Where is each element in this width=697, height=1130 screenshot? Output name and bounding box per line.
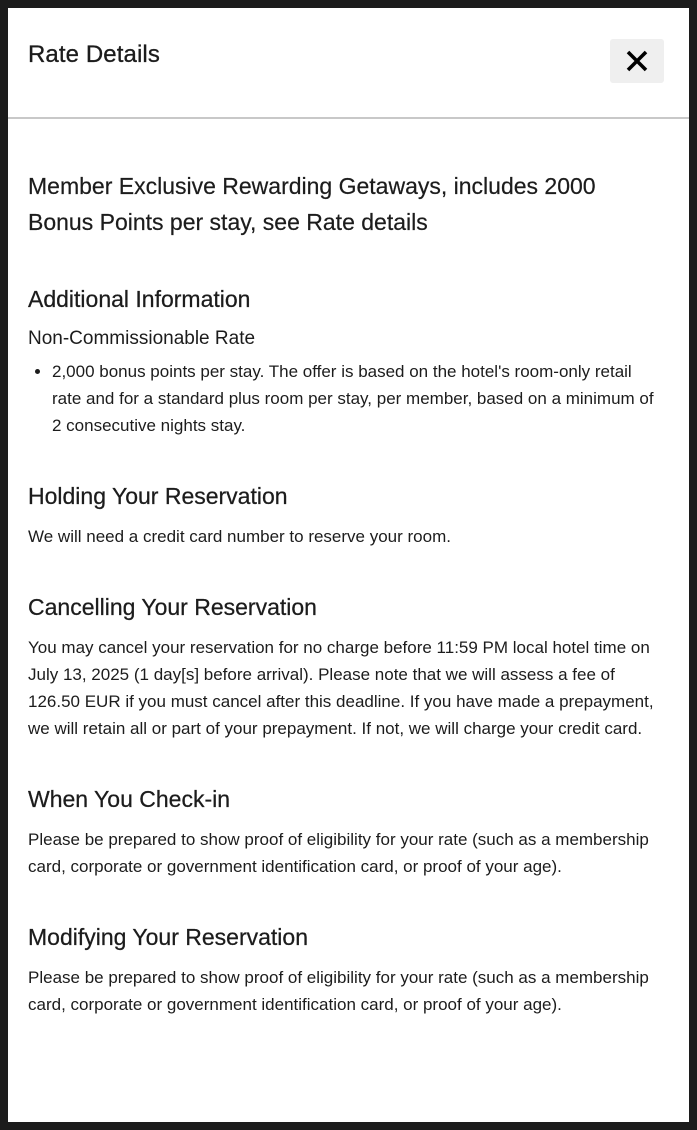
rate-type: Non-Commissionable Rate	[28, 328, 256, 349]
close-button[interactable]	[610, 39, 664, 83]
dialog-body	[28, 168, 658, 1018]
list-item: • 2,000 bonus points per stay. The offer is based on the hotel's room-only retail rate and for a standard plus room per stay, per member, based on a minimum of 2 consecutive nights stay.	[52, 358, 658, 439]
rate-name: Member Exclusive Rewarding Getaways, includes 2000 Bonus Points per stay, see Rate details	[28, 173, 596, 235]
bonus-points-list	[28, 358, 658, 439]
section-text: Please be prepared to show proof of eligibility for your rate (such as a membership card, corporate or government identification card, or proof of your age).	[28, 968, 649, 1014]
holding-reservation-section	[28, 481, 658, 550]
check-in-section	[28, 784, 658, 880]
section-text: We will need a credit card number to reserve your room.	[28, 527, 451, 546]
dialog-header	[8, 8, 689, 119]
section-text: Please be prepared to show proof of eligibility for your rate (such as a membership card, corporate or government identification card, or proof of your age).	[28, 830, 649, 876]
additional-information-section	[28, 284, 658, 439]
section-heading: Cancelling Your Reservation	[28, 594, 317, 620]
section-heading: Additional Information	[28, 286, 251, 312]
rate-details-dialog	[8, 8, 689, 1122]
cancelling-reservation-section	[28, 592, 658, 742]
section-heading: When You Check-in	[28, 786, 231, 812]
close-icon	[626, 50, 648, 72]
dialog-title: Rate Details	[28, 41, 160, 68]
section-heading: Modifying Your Reservation	[28, 924, 308, 950]
section-text: You may cancel your reservation for no charge before 11:59 PM local hotel time on July 13, 2025 (1 day[s] before arrival). Please note that we will assess a fee of 126.50 EUR if you must cancel after this deadline. If you have made a prepayment, we will retain all or part of your prepayment. If not, we will charge your credit card.	[28, 638, 654, 738]
section-heading: Holding Your Reservation	[28, 483, 288, 509]
modifying-reservation-section	[28, 922, 658, 1018]
